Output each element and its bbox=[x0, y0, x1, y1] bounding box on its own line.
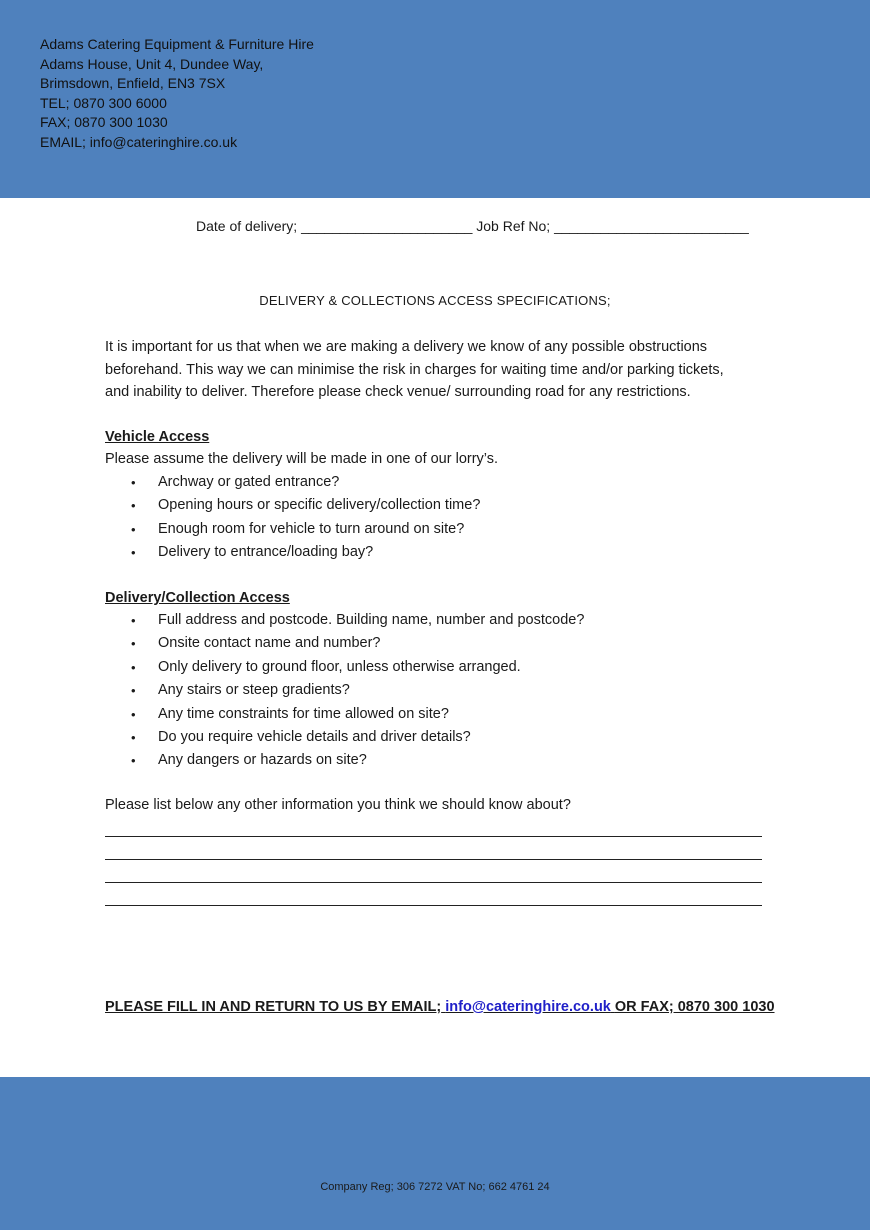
return-notice-prefix: PLEASE FILL IN AND RETURN TO US BY EMAIL; bbox=[105, 999, 442, 1015]
company-address bbox=[40, 35, 314, 153]
other-info-line-2[interactable] bbox=[105, 859, 762, 860]
bullet-icon: • bbox=[131, 706, 136, 722]
intro-line: beforehand. This way we can minimise the risk in charges for waiting time and/or parking tickets, bbox=[105, 361, 724, 378]
vehicle-access-subtitle: Please assume the delivery will be made in one of our lorry’s. bbox=[105, 451, 499, 467]
header-band bbox=[0, 0, 870, 198]
delivery-access-list bbox=[105, 609, 765, 773]
bullet-icon: • bbox=[131, 683, 136, 699]
page-title: DELIVERY & COLLECTIONS ACCESS SPECIFICATIONS; bbox=[259, 293, 611, 308]
list-item: • Any time constraints for time allowed on site? bbox=[105, 703, 765, 726]
date-field[interactable]: ______________________ bbox=[301, 218, 473, 234]
address-line-1: Adams House, Unit 4, Dundee Way, bbox=[40, 55, 264, 72]
intro-line: It is important for us that when we are making a delivery we know of any possible obstructions bbox=[105, 339, 708, 355]
list-item: • Opening hours or specific delivery/collection time? bbox=[105, 494, 765, 517]
other-info-prompt: Please list below any other information you think we should know about? bbox=[105, 797, 571, 813]
other-info-line-3[interactable] bbox=[105, 882, 762, 883]
vehicle-access-heading: Vehicle Access bbox=[105, 429, 210, 445]
delivery-access-section bbox=[105, 587, 765, 773]
list-item: • Archway or gated entrance? bbox=[105, 471, 765, 494]
intro-paragraph bbox=[105, 336, 765, 404]
return-notice-suffix: OR FAX; 0870 300 1030 bbox=[614, 999, 775, 1015]
list-item: • Any stairs or steep gradients? bbox=[105, 679, 765, 702]
job-ref-field[interactable]: _________________________ bbox=[554, 218, 749, 234]
list-item: • Only delivery to ground floor, unless otherwise arranged. bbox=[105, 656, 765, 679]
bullet-icon: • bbox=[131, 521, 136, 537]
return-notice bbox=[105, 999, 775, 1015]
bullet-icon: • bbox=[131, 475, 136, 490]
bullet-icon: • bbox=[131, 613, 136, 628]
footer-band bbox=[0, 1077, 870, 1230]
other-info-line-4[interactable] bbox=[105, 905, 762, 906]
bullet-icon: • bbox=[131, 545, 136, 561]
date-label: Date of delivery; bbox=[196, 218, 298, 234]
list-item: • Delivery to entrance/loading bay? bbox=[105, 541, 765, 564]
list-item: • Any dangers or hazards on site? bbox=[105, 749, 765, 772]
company-name: Adams Catering Equipment & Furniture Hire bbox=[40, 36, 314, 52]
bullet-icon: • bbox=[131, 498, 136, 514]
vehicle-access-section bbox=[105, 426, 765, 565]
vehicle-access-list bbox=[105, 471, 765, 565]
telephone: TEL; 0870 300 6000 bbox=[40, 94, 167, 111]
list-item: • Onsite contact name and number? bbox=[105, 632, 765, 655]
bullet-icon: • bbox=[131, 659, 136, 675]
intro-line: and inability to deliver. Therefore please check venue/ surrounding road for any restrictions. bbox=[105, 384, 691, 400]
bullet-icon: • bbox=[131, 636, 136, 652]
other-info-line-1[interactable] bbox=[105, 836, 762, 837]
bullet-icon: • bbox=[131, 753, 136, 769]
bullet-icon: • bbox=[131, 730, 136, 746]
company-registration: Company Reg; 306 7272 VAT No; 662 4761 24 bbox=[320, 1181, 550, 1193]
fax: FAX; 0870 300 1030 bbox=[40, 114, 168, 131]
email: EMAIL; info@cateringhire.co.uk bbox=[40, 133, 238, 150]
job-ref-label: Job Ref No; bbox=[476, 218, 551, 234]
address-line-2: Brimsdown, Enfield, EN3 7SX bbox=[40, 75, 226, 92]
date-jobref-line bbox=[196, 218, 749, 234]
return-email-link[interactable]: info@cateringhire.co.uk bbox=[445, 999, 611, 1015]
list-item: • Do you require vehicle details and driver details? bbox=[105, 726, 765, 749]
delivery-access-heading: Delivery/Collection Access bbox=[105, 590, 290, 606]
list-item: • Enough room for vehicle to turn around on site? bbox=[105, 518, 765, 541]
list-item: • Full address and postcode. Building name, number and postcode? bbox=[105, 609, 765, 632]
